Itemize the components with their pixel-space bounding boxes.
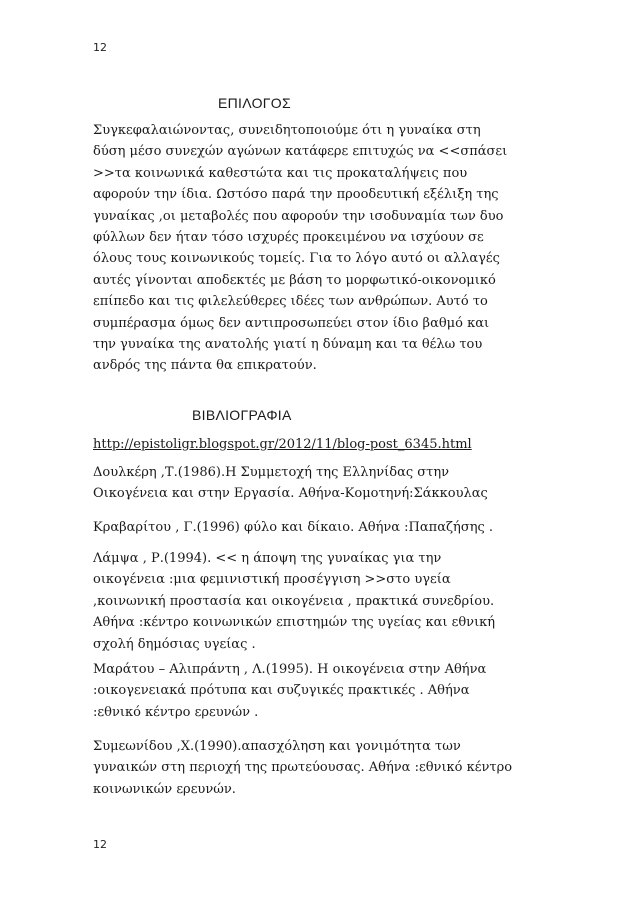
epilogue-line: όλους τους κοινωνικούς τομείς. Για το λόγο αυτό οι αλλαγές — [93, 251, 500, 267]
bibliography-entry-line: :εθνικό κέντρο ερευνών . — [93, 704, 259, 720]
bibliography-entry-line: Λάμψα , Ρ.(1994). << η άποψη της γυναίκας για την — [93, 551, 442, 566]
page-number-bottom: 12 — [93, 838, 107, 851]
bibliography-entry-line: Μαράτου – Αλιπράντη , Λ.(1995). Η οικογένεια στην Αθήνα — [93, 662, 487, 677]
epilogue-line: >>τα κοινωνικά καθεστώτα και τις προκαταλήψεις που — [93, 165, 468, 181]
epilogue-paragraph — [93, 120, 553, 377]
epilogue-line: αφορούν την ίδια. Ωστόσο παρά την προοδευτική εξέλιξη της — [93, 187, 499, 203]
epilogue-line: φύλλων δεν ήταν τόσο ισχυρές προκειμένου να ισχύουν σε — [93, 230, 484, 246]
bibliography-entry-line: κοινωνικών ερευνών. — [93, 781, 236, 797]
bibliography-entry-line: ,κοινωνική προστασία και οικογένεια , πρακτικά συνεδρίου. — [93, 593, 495, 609]
epilogue-line: γυναίκας ,οι μεταβολές που αφορούν την ισοδυναμία των δυο — [93, 208, 504, 224]
epilogue-line: Συγκεφαλαιώνοντας, συνειδητοποιούμε ότι η γυναίκα στη — [93, 123, 481, 138]
epilogue-line: την γυναίκα της ανατολής γιατί η δύναμη και τα θέλω του — [93, 337, 483, 353]
bibliography-entry — [93, 462, 553, 505]
bibliography-entry-line: οικογένεια :μια φεμινιστική προσέγγιση >>στο υγεία — [93, 572, 451, 588]
epilogue-line: δύση μέσο συνεχών αγώνων κατάφερε επιτυχώς να <<σπάσει — [93, 144, 508, 160]
bibliography-entry-line: Κραβαρίτου , Γ.(1996) φύλο και δίκαιο. Αθήνα :Παπαζήσης . — [93, 520, 494, 535]
epilogue-line: συμπέρασμα όμως δεν αντιπροσωπεύει στον ίδιο βαθμό και — [93, 315, 490, 331]
bibliography-entry-line: Δουλκέρη ,Τ.(1986).Η Συμμετοχή της Ελληνίδας στην — [93, 465, 450, 480]
bibliography-entry-line: γυναικών στη περιοχή της πρωτεύουσας. Αθήνα :εθνικό κέντρο — [93, 760, 513, 776]
page-number-top: 12 — [93, 41, 107, 54]
bibliography-entry-line: σχολή δημόσιας υγείας . — [93, 636, 256, 652]
epilogue-heading: ΕΠΙΛΟΓΟΣ — [218, 95, 291, 111]
bibliography-entry-line: Συμεωνίδου ,Χ.(1990).απασχόληση και γονιμότητα των — [93, 739, 461, 754]
bibliography-entry-line: :οικογενειακά πρότυπα και συζυγικές πρακτικές . Αθήνα — [93, 683, 470, 699]
bibliography-entry — [93, 736, 553, 800]
bibliography-entry — [93, 517, 553, 538]
epilogue-line: ανδρός της πάντα θα επικρατούν. — [93, 358, 317, 374]
bibliography-heading: ΒΙΒΛΙΟΓΡΑΦΙΑ — [192, 407, 292, 423]
bibliography-entry-line: Οικογένεια και στην Εργασία. Αθήνα-Κομοτηνή:Σάκκουλας — [93, 486, 488, 502]
epilogue-line: αυτές γίνονται αποδεκτές με βάση το μορφωτικό-οικονομικό — [93, 272, 496, 288]
bibliography-entry — [93, 659, 553, 723]
bibliography-entry — [93, 548, 553, 655]
bibliography-entry-line: Αθήνα :κέντρο κοινωνικών επιστημών της υγείας και εθνική — [93, 615, 496, 631]
bibliography-url-link[interactable]: http://epistoligr.blogspot.gr/2012/11/blog-post_6345.html — [93, 437, 472, 452]
epilogue-line: επίπεδο και τις φιλελεύθερες ιδέες των ανθρώπων. Αυτό το — [93, 294, 488, 310]
